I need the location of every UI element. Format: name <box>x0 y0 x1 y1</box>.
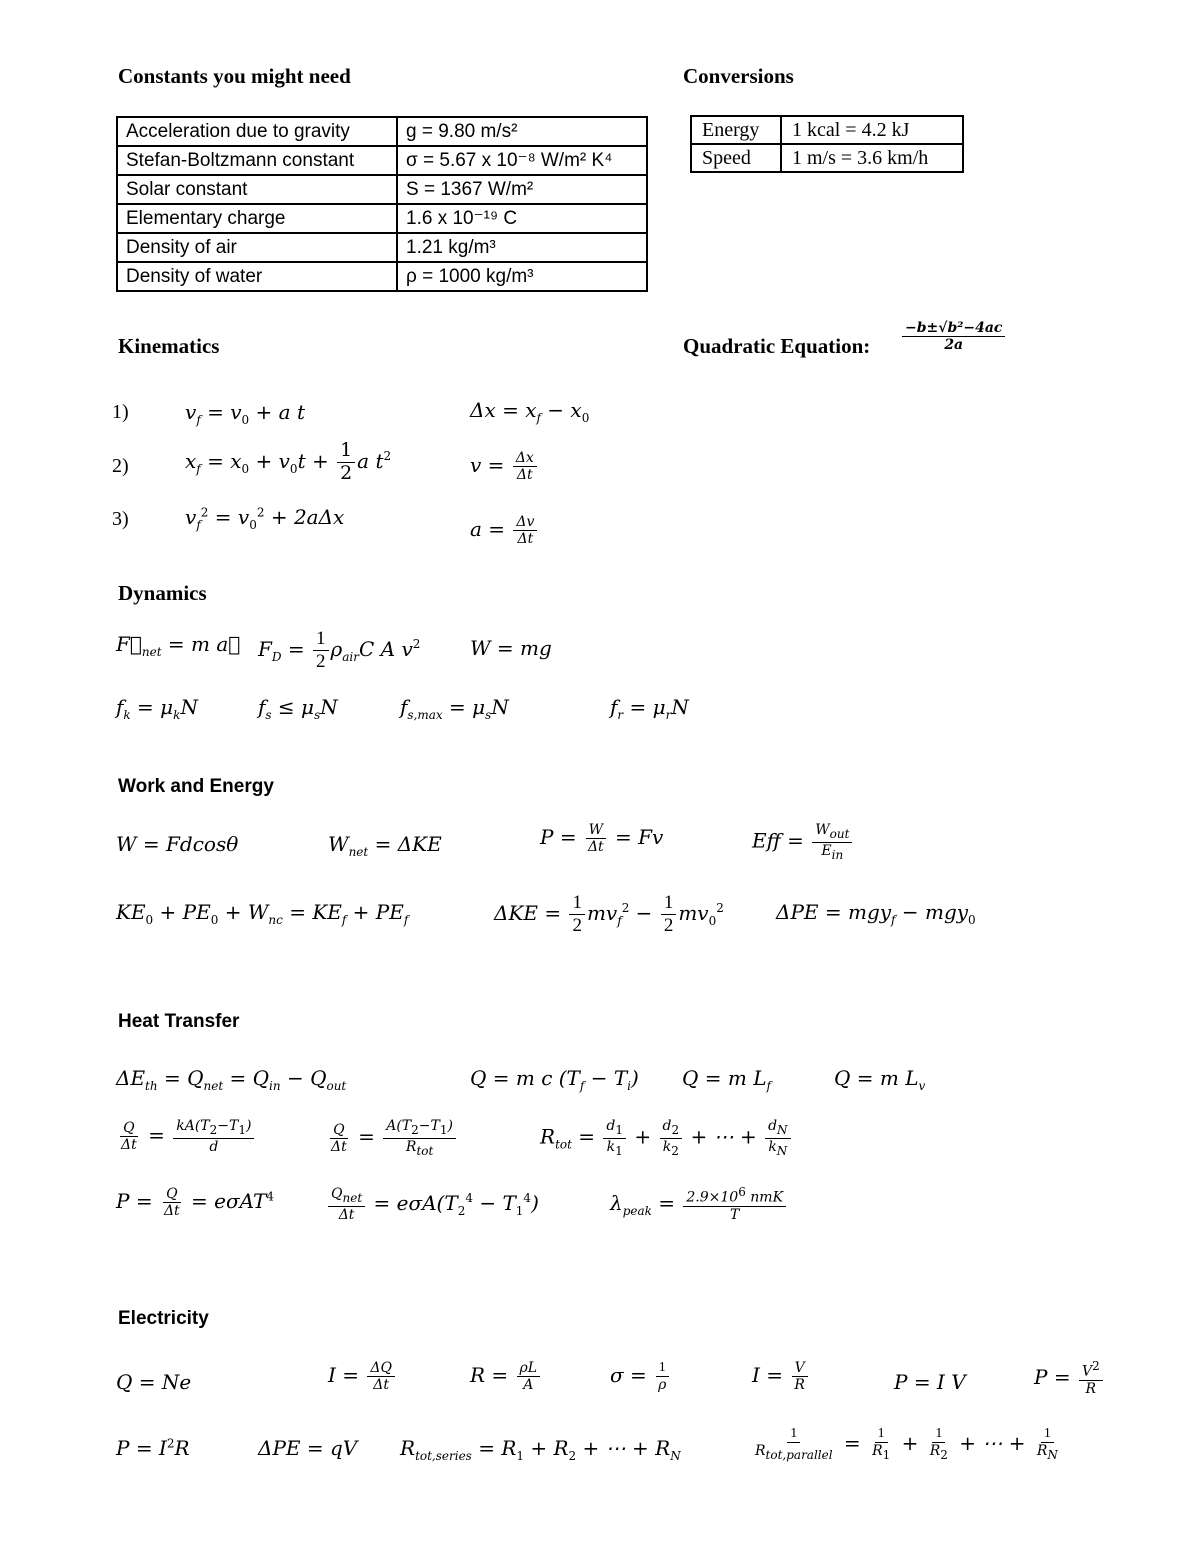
heat-heading: Heat Transfer <box>118 1011 240 1032</box>
quadratic-formula: $\frac{\text{−b±√b²−4ac}}{2a}$ <box>900 320 1007 353</box>
electricity-heading: Electricity <box>118 1308 209 1329</box>
table-row: Energy 1 kcal = 4.2 kJ <box>691 116 963 144</box>
table-row: Elementary charge 1.6 x 10⁻¹⁹ C <box>117 204 647 233</box>
work-energy-heading: Work and Energy <box>118 776 274 797</box>
eq-fs: $f_s \le \mu_sN$ <box>258 695 338 722</box>
eq-wnet: $W_{net} = \Delta KE$ <box>328 832 442 859</box>
eq-q-mlf: Q = m $L_f$ <box>682 1066 771 1093</box>
table-row: Solar constant S = 1367 W/m² <box>117 175 647 204</box>
eq-energy-conservation: $KE_0 + PE_0 + W_{nc} = KE_f + PE_f$ <box>116 900 409 927</box>
eq-q-mlv: Q = m $L_v$ <box>834 1066 926 1093</box>
kin-label-1: 1) <box>112 401 129 423</box>
eq-dpe-qv: ΔPE = qV <box>258 1436 358 1460</box>
eq-net-radiation: $\frac{Q_{net}}{\Delta t}$ = $e\sigma A(T_2^4 - T_1^4)$ <box>326 1186 539 1223</box>
eq-series: $R_{tot,series} = R_1 + R_2$ + ⋯ + $R_N$ <box>400 1436 681 1463</box>
eq-dke: ΔKE = $\frac{1}{2}$ $mv_f^2$ − $\frac{1}{2}$ $mv_0^2$ <box>494 892 724 936</box>
table-row: Density of water ρ = 1000 kg/m³ <box>117 262 647 291</box>
conversions-table <box>690 115 964 173</box>
eq-weight: W = mg <box>470 636 552 660</box>
table-row: Density of air 1.21 kg/m³ <box>117 233 647 262</box>
eq-ohm: I = $\frac{V}{R}$ <box>752 1360 810 1393</box>
eq-conductivity: σ = $\frac{1}{\rho}$ <box>610 1360 671 1393</box>
eq-work: W = Fdcosθ <box>116 832 239 856</box>
table-row: Stefan-Boltzmann constant σ = 5.67 x 10⁻⁸ W/m² K⁴ <box>117 146 647 175</box>
eq-rtot: $R_{tot}$ = $\frac{d_1}{k_1}$ + $\frac{d_2}{k_2}$ + ⋯ + $\frac{d_N}{k_N}$ <box>540 1118 793 1158</box>
eq-fk: $f_k = \mu_kN$ <box>116 695 198 722</box>
eq-q-mcdt: Q = m c $(T_f - T_i)$ <box>470 1066 639 1093</box>
eq-power: P = $\frac{W}{\Delta t}$ = Fv <box>540 822 664 856</box>
eq-q-ne: Q = Ne <box>116 1370 192 1394</box>
eq-vf2: $v_f^2 = v_0^2 + 2a\Delta x$ <box>185 505 345 532</box>
eq-eth: $\Delta E_{th} = Q_{net} = Q_{in} - Q_{out}$ <box>116 1066 347 1093</box>
eq-current: I = $\frac{\Delta Q}{\Delta t}$ <box>328 1360 397 1393</box>
eq-vf: $v_f = v_0 + a$ t <box>185 400 305 427</box>
eq-conduction: $\frac{Q}{\Delta t}$ = $\frac{kA(T_2-T_1)}{d}$ <box>116 1118 256 1155</box>
eq-fr: $f_r = \mu_rN$ <box>610 695 689 722</box>
dynamics-heading: Dynamics <box>118 581 207 605</box>
kinematics-heading: Kinematics <box>118 334 220 358</box>
eq-v: v = $\frac{\Delta x}{\Delta t}$ <box>470 450 539 483</box>
kin-label-2: 2) <box>112 455 129 477</box>
eq-radiation: P = $\frac{Q}{\Delta t}$ = eσAT$^4$ <box>116 1186 274 1220</box>
table-row: Acceleration due to gravity g = 9.80 m/s² <box>117 117 647 146</box>
constants-table <box>116 116 648 292</box>
eq-newton: $F⃗_{net} = m$ a⃗ <box>116 632 241 659</box>
eq-dpe: ΔPE = mgy$_f$ − mgy$_0$ <box>776 900 976 927</box>
eq-power-iv: P = I V <box>894 1370 966 1394</box>
eq-conduction-r: $\frac{Q}{\Delta t}$ = $\frac{A(T_2-T_1)}{R_{tot}}$ <box>326 1118 458 1158</box>
eq-power-i2r: $P = I^2R$ <box>116 1436 190 1460</box>
eq-xf: $x_f = x_0 + v_0t$ + $\frac{1}{2}$ a $t^2$ <box>185 439 392 484</box>
quadratic-heading: Quadratic Equation: <box>683 334 871 358</box>
constants-heading: Constants you might need <box>118 64 351 88</box>
eq-eff: Eff = $\frac{W_{out}}{E_{in}}$ <box>752 822 854 862</box>
eq-fsmax: $f_{s,max} = \mu_sN$ <box>400 695 509 722</box>
table-row: Speed 1 m/s = 3.6 km/h <box>691 144 963 172</box>
eq-a: a = $\frac{\Delta v}{\Delta t}$ <box>470 514 539 547</box>
eq-resistance: R = $\frac{\rho L}{A}$ <box>470 1360 542 1393</box>
eq-wien: $\lambda_{peak}$ = $\frac{2.9\times 10^6 nmK}{T}$ <box>610 1186 788 1223</box>
eq-power-v2r: P = $\frac{V^2}{R}$ <box>1034 1360 1105 1397</box>
conversions-heading: Conversions <box>683 64 794 88</box>
kin-label-3: 3) <box>112 508 129 530</box>
eq-parallel: $\frac{1}{R_{tot,parallel}}$ = $\frac{1}{R_1}$ + $\frac{1}{R_2}$ + ⋯ + $\frac{1}{R_N}$ <box>755 1426 1058 1462</box>
eq-dx: $\Delta x = x_f - x_0$ <box>470 398 590 425</box>
eq-drag: $F_D$ = $\frac{1}{2}$ $\rho_{air}C$ A $v^2$ <box>258 628 421 672</box>
